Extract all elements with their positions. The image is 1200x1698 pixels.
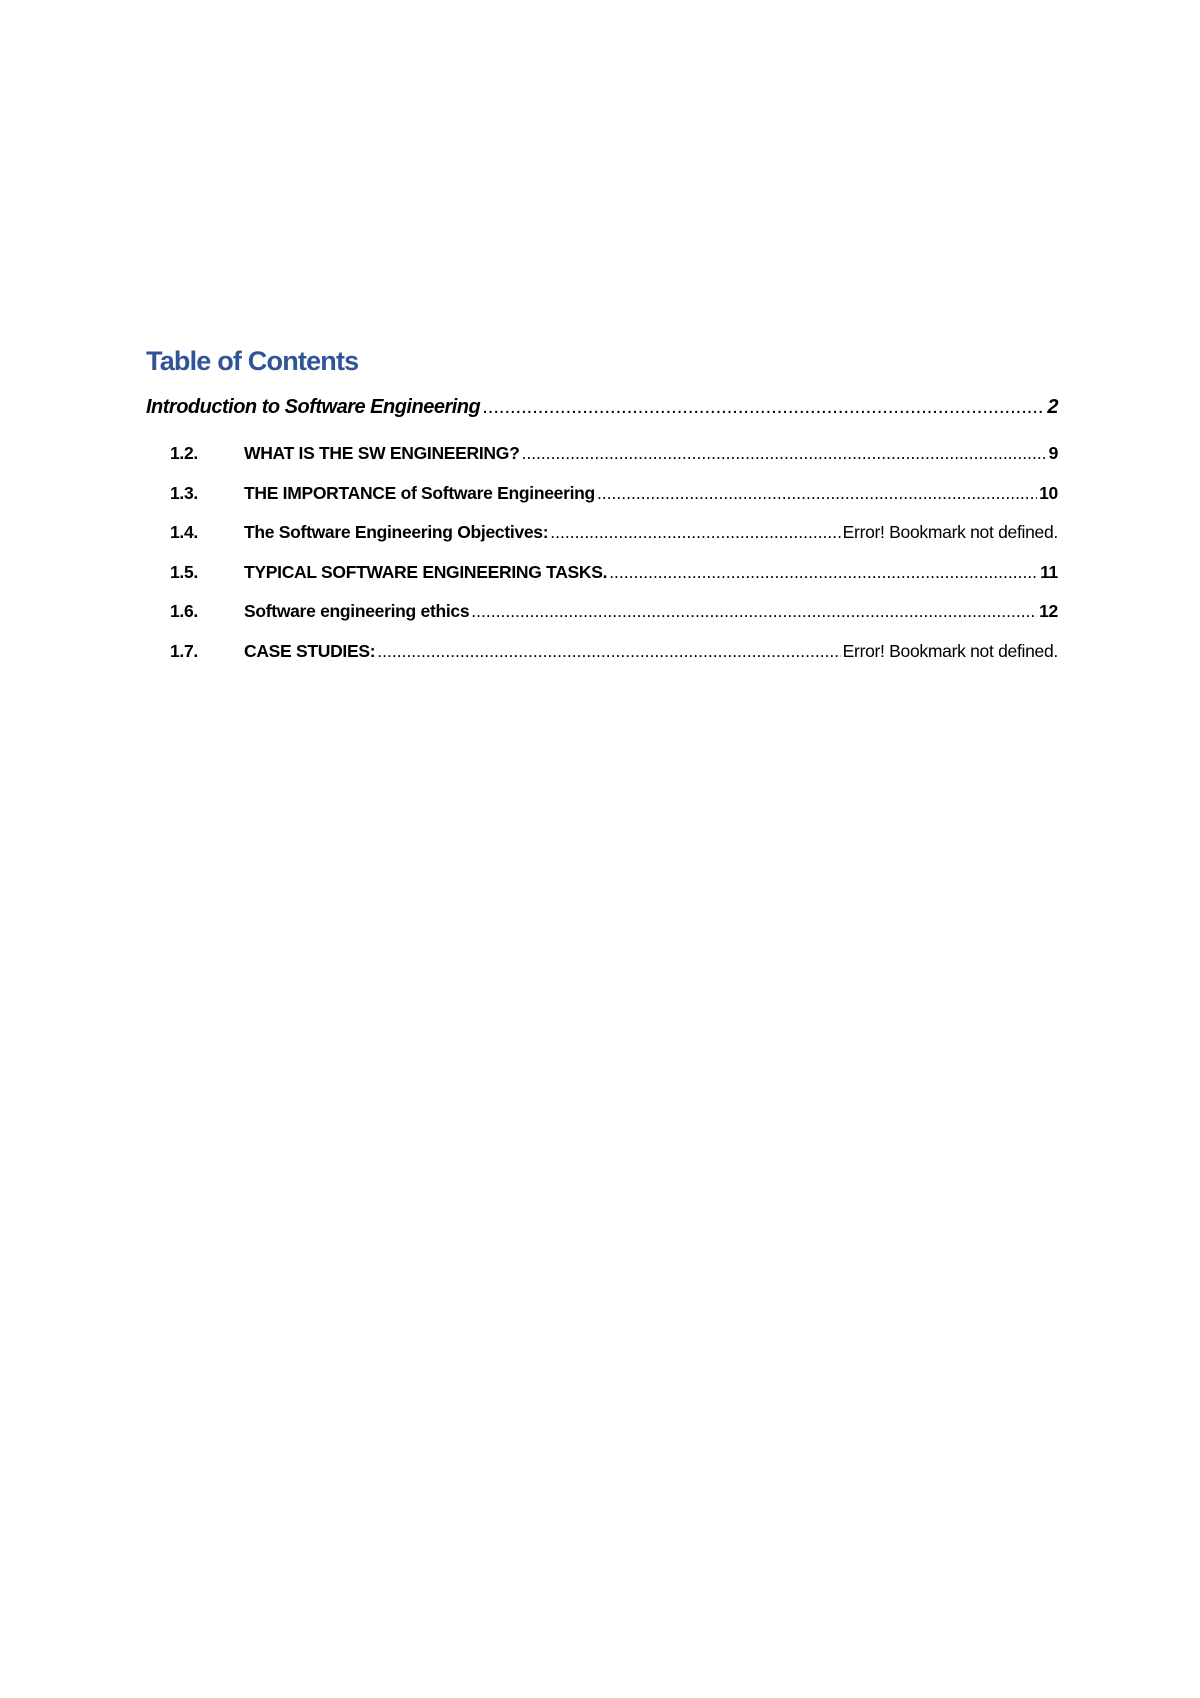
toc-entry-list <box>146 434 1058 671</box>
toc-page-number: 9 <box>1048 443 1058 464</box>
toc-entry-1-3[interactable] <box>146 474 1058 514</box>
toc-entry-1-6[interactable] <box>146 592 1058 632</box>
toc-entry-text: WHAT IS THE SW ENGINEERING? <box>244 443 520 464</box>
toc-entry-main[interactable] <box>146 396 1058 428</box>
toc-page-error: Error! Bookmark not defined. <box>842 640 1058 661</box>
toc-entry-text: Software engineering ethics <box>244 601 470 622</box>
toc-page-number: 12 <box>1039 601 1058 622</box>
toc-entry-number: 1.7. <box>170 640 198 661</box>
toc-entry-number: 1.4. <box>170 522 198 543</box>
toc-entry-text: Introduction to Software Engineering <box>146 396 481 418</box>
toc-leader-dots <box>609 562 1038 583</box>
toc-entry-number: 1.3. <box>170 482 198 503</box>
toc-leader-dots <box>482 396 1045 419</box>
toc-page-number: 11 <box>1040 561 1058 582</box>
toc-title: Table of Contents <box>146 346 359 376</box>
toc-entry-number: 1.2. <box>170 443 198 464</box>
toc-entry-number: 1.6. <box>170 601 198 622</box>
toc-entry-number: 1.5. <box>170 561 198 582</box>
toc-leader-dots <box>550 522 840 543</box>
toc-entry-1-4[interactable] <box>146 513 1058 553</box>
toc-page-number: 10 <box>1039 482 1058 503</box>
toc-entry-1-2[interactable] <box>146 434 1058 474</box>
toc-leader-dots <box>521 443 1046 464</box>
toc-entry-1-5[interactable] <box>146 553 1058 593</box>
toc-entry-text: TYPICAL SOFTWARE ENGINEERING TASKS. <box>244 561 608 582</box>
toc-leader-dots <box>471 601 1037 622</box>
toc-entry-text: THE IMPORTANCE of Software Engineering <box>244 482 595 503</box>
toc-entry-text: The Software Engineering Objectives: <box>244 522 549 543</box>
toc-page-error: Error! Bookmark not defined. <box>842 522 1058 543</box>
toc-leader-dots <box>377 641 840 662</box>
toc-leader-dots <box>597 483 1037 504</box>
toc-page-number: 2 <box>1047 396 1058 418</box>
toc-entry-text: CASE STUDIES: <box>244 640 376 661</box>
table-of-contents <box>146 340 1058 671</box>
toc-entry-1-7[interactable] <box>146 632 1058 672</box>
